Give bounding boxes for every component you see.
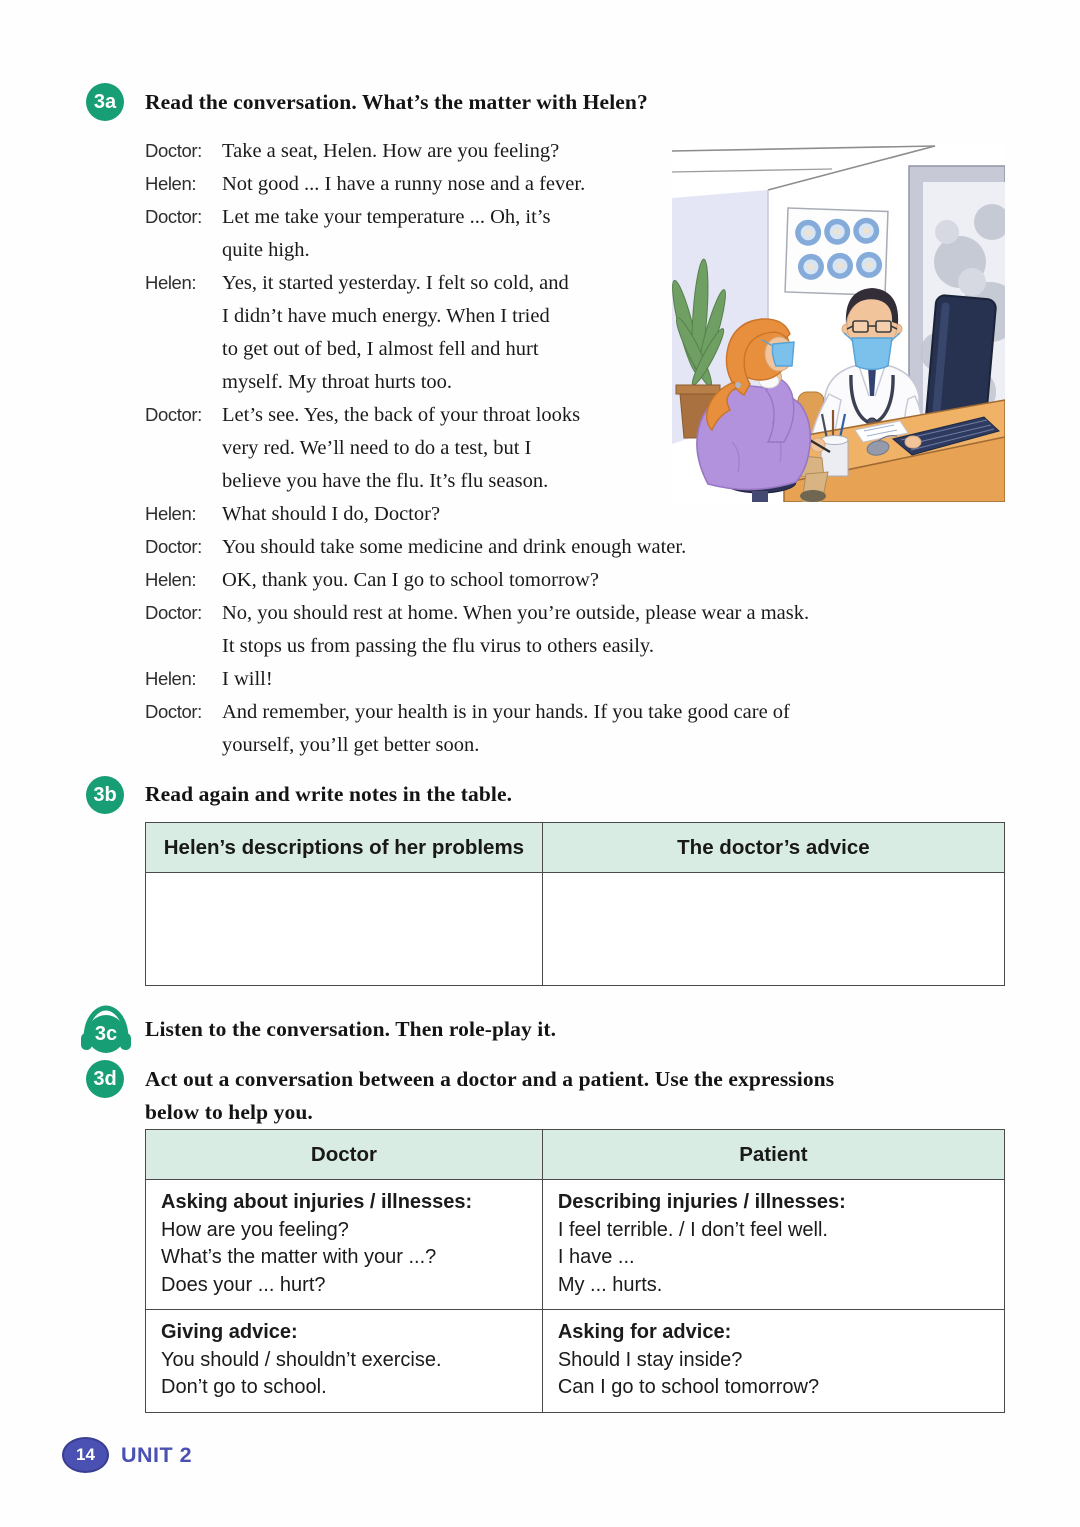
dialogue-text: Yes, it started yesterday. I felt so cold, and bbox=[222, 272, 569, 294]
cell-heading: Asking about injuries / illnesses: bbox=[161, 1191, 473, 1213]
speaker-label: Helen: bbox=[145, 503, 197, 524]
dialogue-text: OK, thank you. Can I go to school tomorrow? bbox=[222, 569, 599, 591]
expression-line: Can I go to school tomorrow? bbox=[557, 1376, 820, 1398]
dialogue-text: You should take some medicine and drink enough water. bbox=[222, 536, 687, 558]
dialogue-text: No, you should rest at home. When you’re outside, please wear a mask. bbox=[222, 602, 810, 624]
activity-badge-3a: 3a bbox=[86, 83, 124, 121]
speaker-label: Doctor: bbox=[145, 701, 202, 722]
page-number-badge: 14 bbox=[62, 1437, 109, 1473]
expression-line: My ... hurts. bbox=[557, 1273, 663, 1296]
doctor-mask bbox=[852, 338, 892, 370]
expressions-header-patient: Patient bbox=[542, 1130, 1004, 1180]
expression-line: Does your ... hurt? bbox=[161, 1273, 326, 1296]
speaker-label: Helen: bbox=[145, 173, 197, 194]
speaker-label: Doctor: bbox=[145, 140, 202, 161]
dialogue-text: I didn’t have much energy. When I tried bbox=[222, 305, 550, 327]
activity-title-3d-line1: Act out a conversation between a doctor and a patient. Use the expressions bbox=[145, 1067, 835, 1091]
expression-line: How are you feeling? bbox=[161, 1218, 349, 1241]
activity-badge-3c: 3c bbox=[87, 1015, 125, 1053]
activity-title-3d-line2: below to help you. bbox=[145, 1100, 313, 1124]
dialogue-text: I will! bbox=[222, 668, 273, 690]
speaker-label: Doctor: bbox=[145, 404, 202, 425]
listening-activity-badge bbox=[79, 1003, 133, 1057]
expression-line: Should I stay inside? bbox=[557, 1348, 743, 1371]
expressions-cell-doctor-asking bbox=[146, 1180, 543, 1310]
dialogue-text: Let me take your temperature ... Oh, it’s bbox=[222, 206, 551, 228]
dialogue-text: myself. My throat hurts too. bbox=[222, 371, 453, 393]
notes-cell-problems-empty bbox=[146, 873, 543, 986]
activity-title-3a: Read the conversation. What’s the matter with Helen? bbox=[145, 90, 648, 114]
dialogue-text: believe you have the flu. It’s flu season. bbox=[222, 470, 549, 492]
speaker-label: Doctor: bbox=[145, 602, 202, 623]
dialogue-text: And remember, your health is in your hands. If you take good care of bbox=[222, 701, 790, 723]
expressions-header-doctor: Doctor bbox=[146, 1130, 543, 1180]
dialogue-text: Take a seat, Helen. How are you feeling? bbox=[222, 140, 560, 162]
dialogue-line bbox=[145, 536, 809, 569]
expression-line: What’s the matter with your ...? bbox=[161, 1246, 437, 1268]
expression-line: Don’t go to school. bbox=[161, 1376, 327, 1398]
dialogue-line bbox=[145, 569, 809, 602]
dialogue-text: very red. We’ll need to do a test, but I bbox=[222, 437, 532, 459]
cell-heading: Asking for advice: bbox=[557, 1321, 732, 1343]
speaker-label: Helen: bbox=[145, 569, 197, 590]
cell-heading: Describing injuries / illnesses: bbox=[557, 1191, 846, 1213]
speaker-label: Helen: bbox=[145, 272, 197, 293]
patient-mask bbox=[772, 342, 794, 366]
expressions-cell-patient-describing bbox=[542, 1180, 1004, 1310]
dialogue-text: to get out of bed, I almost fell and hurt bbox=[222, 338, 539, 360]
dialogue-line bbox=[145, 635, 809, 668]
wall-poster bbox=[785, 208, 888, 295]
expression-line: I feel terrible. / I don’t feel well. bbox=[557, 1218, 828, 1241]
speaker-label: Helen: bbox=[145, 668, 197, 689]
expression-line: You should / shouldn’t exercise. bbox=[161, 1348, 442, 1371]
dialogue-line bbox=[145, 602, 809, 635]
dialogue-line bbox=[145, 734, 809, 767]
speaker-label: Doctor: bbox=[145, 536, 202, 557]
activity-title-3b: Read again and write notes in the table. bbox=[145, 782, 513, 806]
activity-badge-3d: 3d bbox=[86, 1060, 124, 1098]
dialogue-line bbox=[145, 668, 809, 701]
expressions-cell-patient-asking-advice bbox=[542, 1310, 1004, 1413]
dialogue-text: What should I do, Doctor? bbox=[222, 503, 441, 525]
notes-table-header-problems: Helen’s descriptions of her problems bbox=[146, 823, 543, 873]
dialogue-line bbox=[145, 503, 809, 536]
dialogue-text: quite high. bbox=[222, 239, 310, 261]
expression-line: I have ... bbox=[557, 1246, 635, 1268]
notes-table-header-advice: The doctor’s advice bbox=[542, 823, 1004, 873]
notes-cell-advice-empty bbox=[542, 873, 1004, 986]
speaker-label: Doctor: bbox=[145, 206, 202, 227]
expressions-table bbox=[145, 1129, 1005, 1413]
dialogue-text: It stops us from passing the flu virus to others easily. bbox=[222, 635, 654, 657]
dialogue-text: yourself, you’ll get better soon. bbox=[222, 734, 480, 756]
doctor-office-illustration bbox=[672, 142, 1005, 502]
dialogue-line bbox=[145, 701, 809, 734]
dialogue-text: Let’s see. Yes, the back of your throat looks bbox=[222, 404, 581, 426]
activity-badge-3b: 3b bbox=[86, 776, 124, 814]
activity-title-3d bbox=[145, 1063, 975, 1129]
activity-title-3c: Listen to the conversation. Then role-play it. bbox=[145, 1017, 557, 1041]
cell-heading: Giving advice: bbox=[161, 1321, 298, 1343]
dialogue-text: Not good ... I have a runny nose and a fever. bbox=[222, 173, 586, 195]
expressions-cell-doctor-advice bbox=[146, 1310, 543, 1413]
unit-label: UNIT 2 bbox=[121, 1443, 193, 1467]
notes-table bbox=[145, 822, 1005, 986]
